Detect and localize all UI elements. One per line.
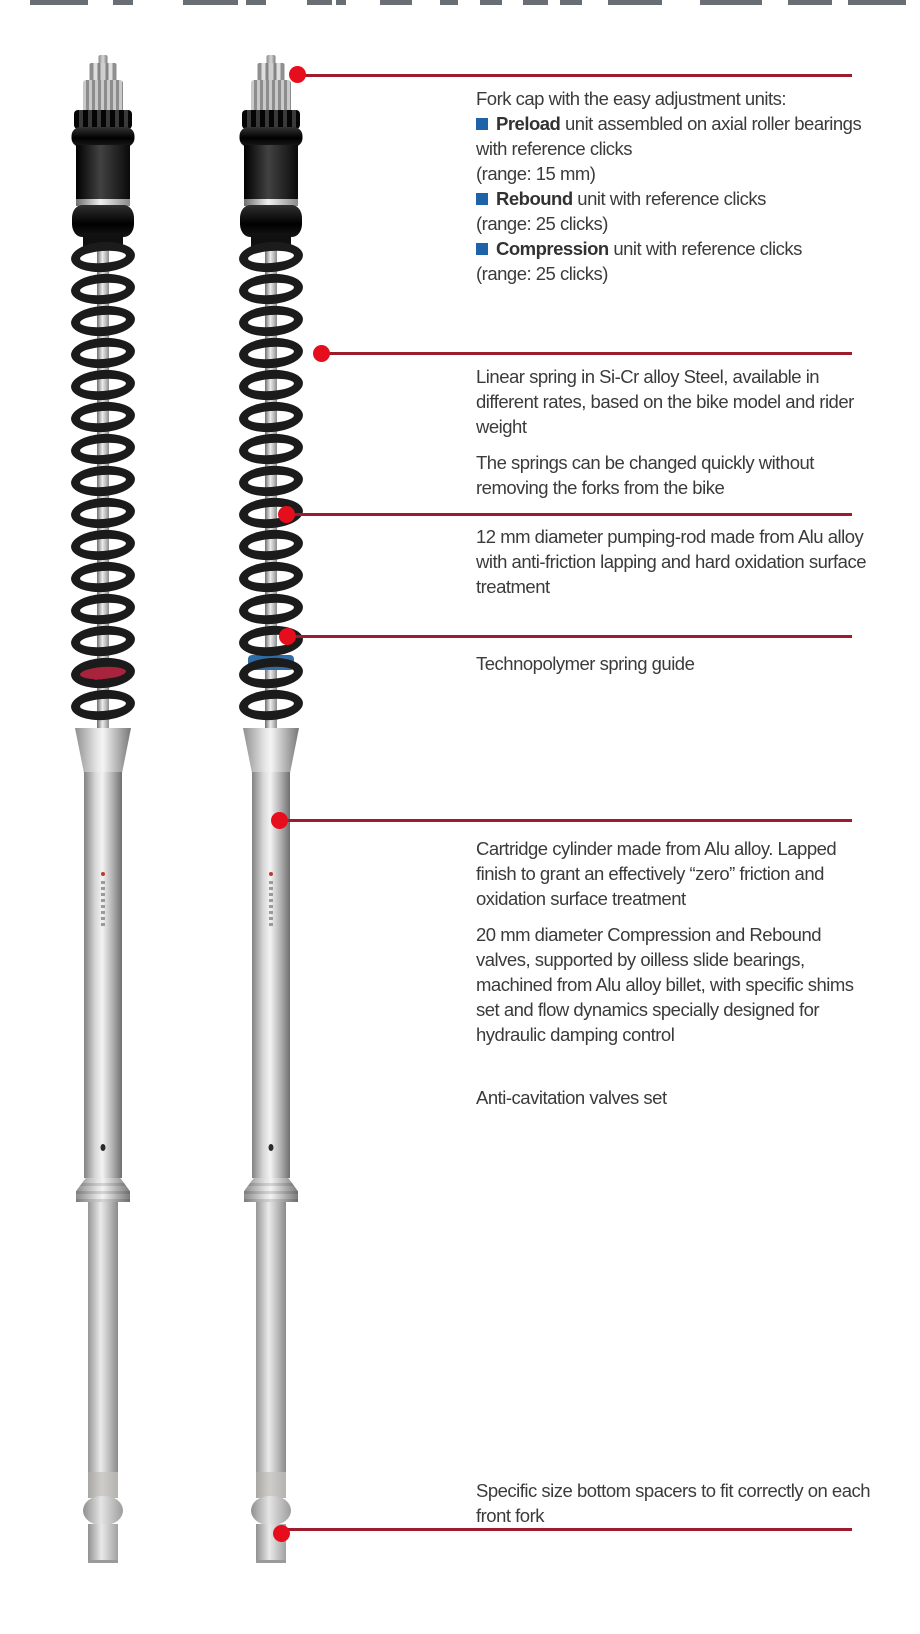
flared-collar: [76, 1178, 130, 1202]
cartridge-cylinder: [252, 772, 290, 1178]
note-bottom-spacer: [476, 1478, 871, 1528]
cap-body: [244, 145, 298, 201]
spring-coil: [238, 592, 304, 626]
cropped-text-fragment: [380, 0, 412, 5]
spring-coil: [238, 432, 304, 466]
callout-line-pumping-rod: [292, 513, 852, 516]
note-preload-rest: unit assembled on axial roller bearings with reference clicks: [476, 113, 862, 159]
callout-line-cartridge: [285, 819, 852, 822]
note-compression-bold: Compression: [496, 238, 609, 259]
spring-coil: [70, 368, 136, 402]
note-bottom-spacer-p1: Specific size bottom spacers to fit correctly on each front fork: [476, 1480, 871, 1526]
spacer-matte-section: [88, 1472, 118, 1498]
spring-coil: [70, 432, 136, 466]
note-preload-range: (range: 15 mm): [476, 163, 596, 184]
blue-square-bullet-icon: [476, 118, 488, 130]
logo-marking: [101, 880, 105, 926]
bottom-spacer: [251, 1496, 291, 1525]
bottom-spacer: [83, 1496, 123, 1525]
callout-dot-pumping-rod: [278, 506, 295, 523]
bleed-hole: [101, 1144, 106, 1151]
spring-coil: [70, 688, 136, 722]
note-compression-item: [476, 236, 871, 261]
spring-coil: [238, 272, 304, 306]
coil-spring: [71, 246, 135, 730]
note-compression-range: (range: 25 clicks): [476, 263, 608, 284]
spring-coil: [238, 368, 304, 402]
spring-coil: [70, 496, 136, 530]
end-tube: [88, 1524, 118, 1563]
spring-coil: [238, 400, 304, 434]
note-preload-item: [476, 111, 871, 161]
spring-coil: [70, 240, 136, 274]
logo-accent: [269, 872, 273, 876]
note-spring-p1: Linear spring in Si-Cr alloy Steel, available in different rates, based on the bike model and rider weight: [476, 366, 854, 437]
cropped-text-fragment: [560, 0, 582, 5]
spacer-matte-section: [256, 1472, 286, 1498]
logo-marking: [269, 880, 273, 926]
note-cartridge-p2: 20 mm diameter Compression and Rebound valves, supported by oilless slide bearings, machined from Alu alloy billet, with specific shims set and flow dynamics specially designed for hydraulic damping control: [476, 924, 854, 1045]
note-preload-bold: Preload: [496, 113, 561, 134]
callout-dot-spring: [313, 345, 330, 362]
cap-body: [76, 145, 130, 201]
callout-line-spring-guide: [293, 635, 852, 638]
callout-dot-fork-cap: [289, 66, 306, 83]
fork-cartridge-left: [18, 0, 188, 1634]
cropped-text-fragment: [523, 0, 548, 5]
spring-coil: [70, 304, 136, 338]
note-cartridge-p1: Cartridge cylinder made from Alu alloy. Lapped finish to grant an effectively “zero” friction and oxidation surface treatment: [476, 838, 837, 909]
spring-coil: [238, 336, 304, 370]
spring-coil: [70, 624, 136, 658]
fork-cap-knurled-top: [83, 80, 123, 112]
note-pumping-rod: [476, 524, 871, 599]
callout-line-bottom-spacer: [287, 1528, 852, 1531]
cap-locknut: [72, 205, 134, 237]
note-spring-guide: [476, 651, 871, 676]
note-spring: [476, 364, 871, 500]
callout-line-fork-cap: [303, 74, 852, 77]
note-cartridge: [476, 836, 871, 1110]
fork-cap-knurled-top: [251, 80, 291, 112]
note-pumping-rod-p1: 12 mm diameter pumping-rod made from Alu alloy with anti-friction lapping and hard oxidation surface treatment: [476, 526, 866, 597]
taper-collar: [75, 728, 131, 773]
cap-locknut: [240, 205, 302, 237]
note-rebound-item: [476, 186, 871, 211]
taper-collar: [243, 728, 299, 773]
callout-dot-cartridge: [271, 812, 288, 829]
spring-coil: [70, 528, 136, 562]
cropped-text-fragment: [608, 0, 662, 5]
cropped-text-fragment: [480, 0, 502, 5]
spring-coil: [238, 304, 304, 338]
cropped-text-fragment: [700, 0, 762, 5]
note-spring-guide-p1: Technopolymer spring guide: [476, 653, 695, 674]
callout-line-spring: [327, 352, 852, 355]
spring-coil: [70, 400, 136, 434]
spring-coil: [238, 240, 304, 274]
spring-coil: [70, 336, 136, 370]
cropped-text-fragment: [788, 0, 832, 5]
note-rebound-bold: Rebound: [496, 188, 573, 209]
note-fork-cap: [476, 86, 871, 286]
spring-coil: [70, 560, 136, 594]
spring-coil: [70, 464, 136, 498]
cropped-text-fragment: [440, 0, 458, 5]
blue-square-bullet-icon: [476, 193, 488, 205]
callout-dot-bottom-spacer: [273, 1525, 290, 1542]
spring-coil: [238, 688, 304, 722]
lower-rod: [88, 1202, 118, 1472]
spring-coil: [238, 560, 304, 594]
note-fork-cap-intro: Fork cap with the easy adjustment units:: [476, 88, 787, 109]
spring-coil: [70, 592, 136, 626]
note-rebound-range: (range: 25 clicks): [476, 213, 608, 234]
note-spring-p2: The springs can be changed quickly without removing the forks from the bike: [476, 452, 814, 498]
callout-dot-spring-guide: [279, 628, 296, 645]
spring-coil: [238, 464, 304, 498]
blue-square-bullet-icon: [476, 243, 488, 255]
note-rebound-rest: unit with reference clicks: [572, 188, 766, 209]
logo-accent: [101, 872, 105, 876]
cropped-text-fragment: [848, 0, 906, 5]
lower-rod: [256, 1202, 286, 1472]
coil-spring: [239, 246, 303, 730]
cap-oring: [72, 127, 135, 147]
note-anti-cavitation: Anti-cavitation valves set: [476, 1087, 667, 1108]
cap-oring: [240, 127, 303, 147]
note-compression-rest: unit with reference clicks: [608, 238, 802, 259]
spring-coil: [238, 528, 304, 562]
spring-coil: [70, 272, 136, 306]
flared-collar: [244, 1178, 298, 1202]
cartridge-cylinder: [84, 772, 122, 1178]
spring-coil: [70, 656, 136, 690]
bleed-hole: [269, 1144, 274, 1151]
